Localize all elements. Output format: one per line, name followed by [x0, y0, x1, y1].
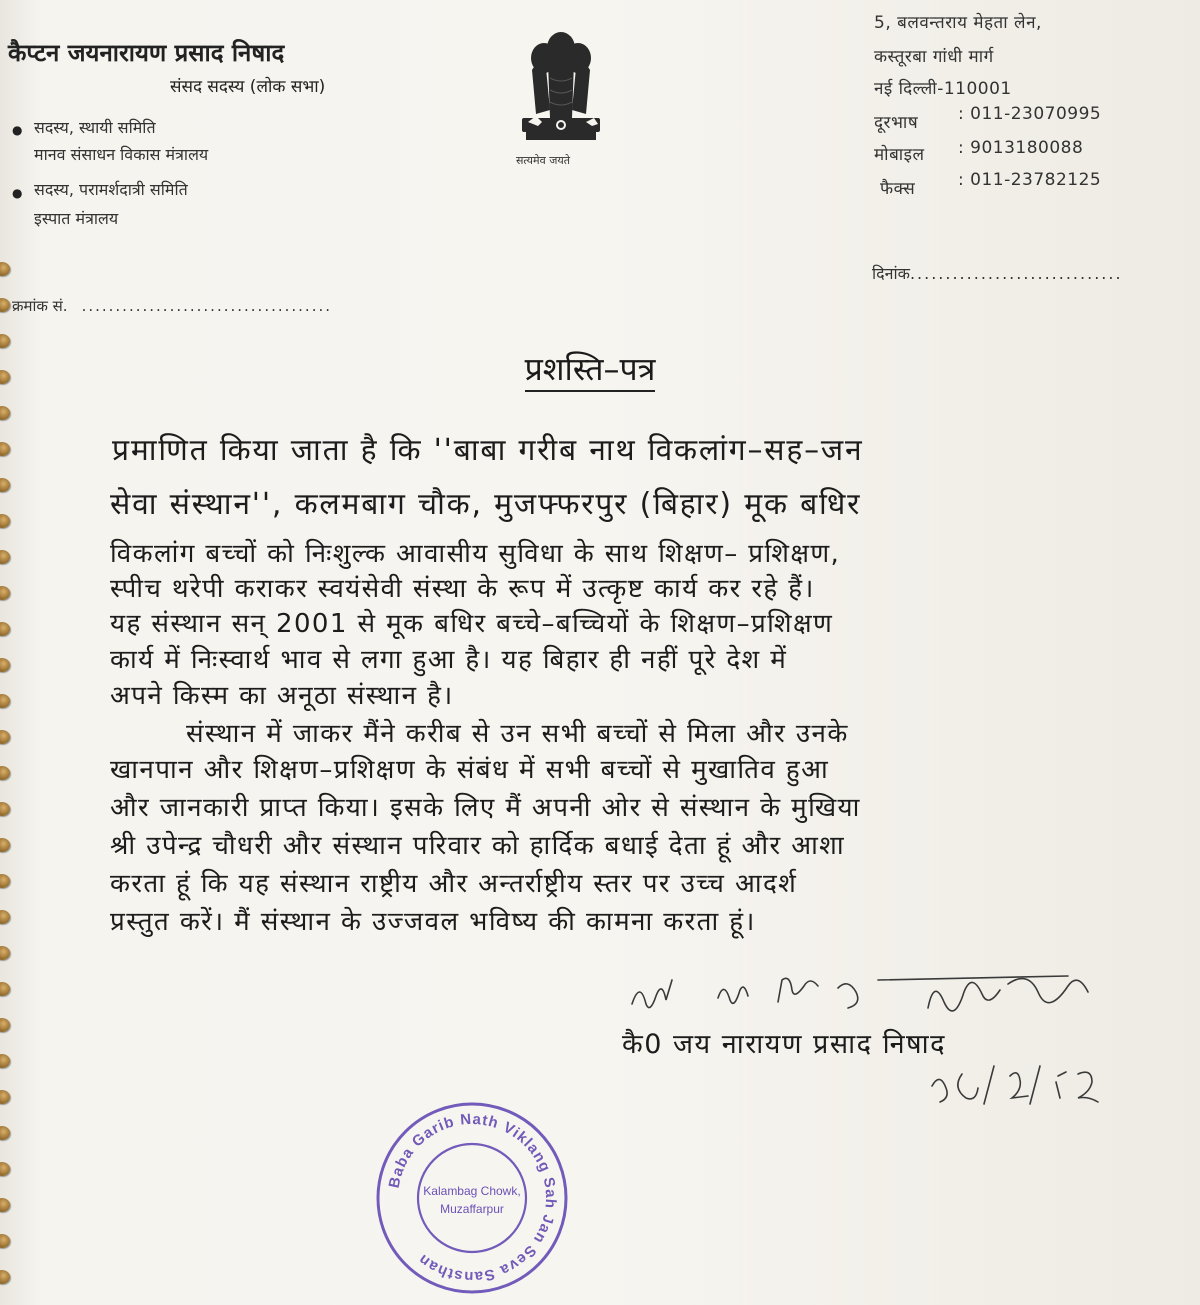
binding-ring [0, 946, 10, 960]
binding-ring [0, 658, 10, 672]
signatory-name: कै0 जय नारायण प्रसाद निषाद [622, 1029, 946, 1060]
stamp-center-line-1: Kalambag Chowk, [423, 1184, 521, 1198]
binding-ring [0, 478, 10, 492]
body-line: संस्थान में जाकर मैंने करीब से उन सभी बच्चों से मिला और उनके [186, 719, 849, 749]
ref-line: क्रमांक सं. ..................................... [12, 297, 332, 315]
mobile-label: मोबाइल [874, 145, 925, 165]
role-2-title: सदस्य, परामर्शदात्री समिति [34, 180, 188, 199]
binding-ring [0, 694, 10, 708]
mp-name: कैप्टन जयनारायण प्रसाद निषाद [8, 39, 285, 67]
binding-ring [0, 406, 10, 420]
binding-ring [0, 442, 10, 456]
binding-ring [0, 622, 10, 636]
phone-value: : 011-23070995 [958, 104, 1102, 124]
mp-designation: संसद सदस्य (लोक सभा) [170, 77, 326, 97]
binding-ring [0, 298, 10, 312]
handwritten-signature [628, 968, 1118, 1028]
stamp-center-line-2: Muzaffarpur [440, 1202, 504, 1216]
address-line-2: कस्तूरबा गांधी मार्ग [874, 47, 994, 67]
role-2-ministry: इस्पात मंत्रालय [34, 209, 119, 228]
body-line: स्पीच थरेपी कराकर स्वयंसेवी संस्था के रूप में उत्कृष्ट कार्य कर रहे हैं। [110, 574, 815, 604]
binding-ring [0, 550, 10, 564]
body-line: और जानकारी प्राप्त किया। इसके लिए मैं अपनी ओर से संस्थान के मुखिया [110, 793, 861, 823]
role-1-ministry: मानव संसाधन विकास मंत्रालय [34, 145, 209, 164]
binding-ring [0, 766, 10, 780]
body-line: यह संस्थान सन् 2001 से मूक बधिर बच्चे–बच्चियों के शिक्षण–प्रशिक्षण [110, 609, 834, 639]
address-line-3: नई दिल्ली-110001 [874, 79, 1012, 99]
body-line: कार्य में निःस्वार्थ भाव से लगा हुआ है। यह बिहार ही नहीं पूरे देश में [110, 645, 788, 675]
body-line: अपने किस्म का अनूठा संस्थान है। [110, 681, 454, 711]
body-line: श्री उपेन्द्र चौधरी और संस्थान परिवार को हार्दिक बधाई देता हूं और आशा [110, 831, 845, 861]
binding-ring [0, 1126, 10, 1140]
mobile-value: : 9013180088 [958, 138, 1084, 158]
body-line: प्रमाणित किया जाता है कि ''बाबा गरीब नाथ विकलांग–सह–जन [112, 433, 864, 468]
binding-ring [0, 1162, 10, 1176]
institution-stamp [372, 1098, 572, 1298]
body-line: सेवा संस्थान'', कलमबाग चौक, मुजफ्फरपुर (बिहार) मूक बधिर [110, 487, 862, 522]
binding-ring [0, 874, 10, 888]
fax-label: फैक्स [880, 179, 916, 199]
stamp-ring-text: Baba Garib Nath Viklang Sah Jan Seva Sansthan [385, 1110, 560, 1286]
address-line-1: 5, बलवन्तराय मेहता लेन, [874, 13, 1042, 33]
emblem-motto: सत्यमेव जयते [516, 154, 571, 167]
binding-ring [0, 514, 10, 528]
binding-ring [0, 910, 10, 924]
certificate-title: प्रशस्ति–पत्र [0, 347, 1180, 390]
body-line: विकलांग बच्चों को निःशुल्क आवासीय सुविधा के साथ शिक्षण– प्रशिक्षण, [110, 539, 841, 569]
date-label: दिनांक [872, 264, 910, 283]
bullet-icon: ● [12, 186, 23, 200]
binding-ring [0, 838, 10, 852]
fax-value: : 011-23782125 [958, 170, 1102, 190]
date-line: दिनांक.............................. [872, 264, 1123, 283]
binding-ring [0, 1270, 10, 1284]
handwritten-date [928, 1062, 1108, 1106]
binding-ring [0, 1018, 10, 1032]
binding-ring [0, 982, 10, 996]
binding-ring [0, 1090, 10, 1104]
binding-ring [0, 802, 10, 816]
body-line: प्रस्तुत करें। मैं संस्थान के उज्जवल भविष्य की कामना करता हूं। [110, 907, 756, 937]
ref-label: क्रमांक सं. [12, 297, 68, 315]
binding-ring [0, 586, 10, 600]
binding-ring [0, 1234, 10, 1248]
binding-ring [0, 730, 10, 744]
body-line: खानपान और शिक्षण–प्रशिक्षण के संबंध में सभी बच्चों से मुखातिव हुआ [110, 755, 830, 785]
role-1-title: सदस्य, स्थायी समिति [34, 118, 156, 137]
body-line: करता हूं कि यह संस्थान राष्ट्रीय और अन्तर्राष्ट्रीय स्तर पर उच्च आदर्श [110, 869, 798, 899]
binding-ring [0, 262, 10, 276]
binding-ring [0, 1054, 10, 1068]
phone-label: दूरभाष [874, 113, 919, 133]
bullet-icon: ● [12, 123, 23, 137]
binding-ring [0, 1198, 10, 1212]
binding-ring [0, 334, 10, 348]
